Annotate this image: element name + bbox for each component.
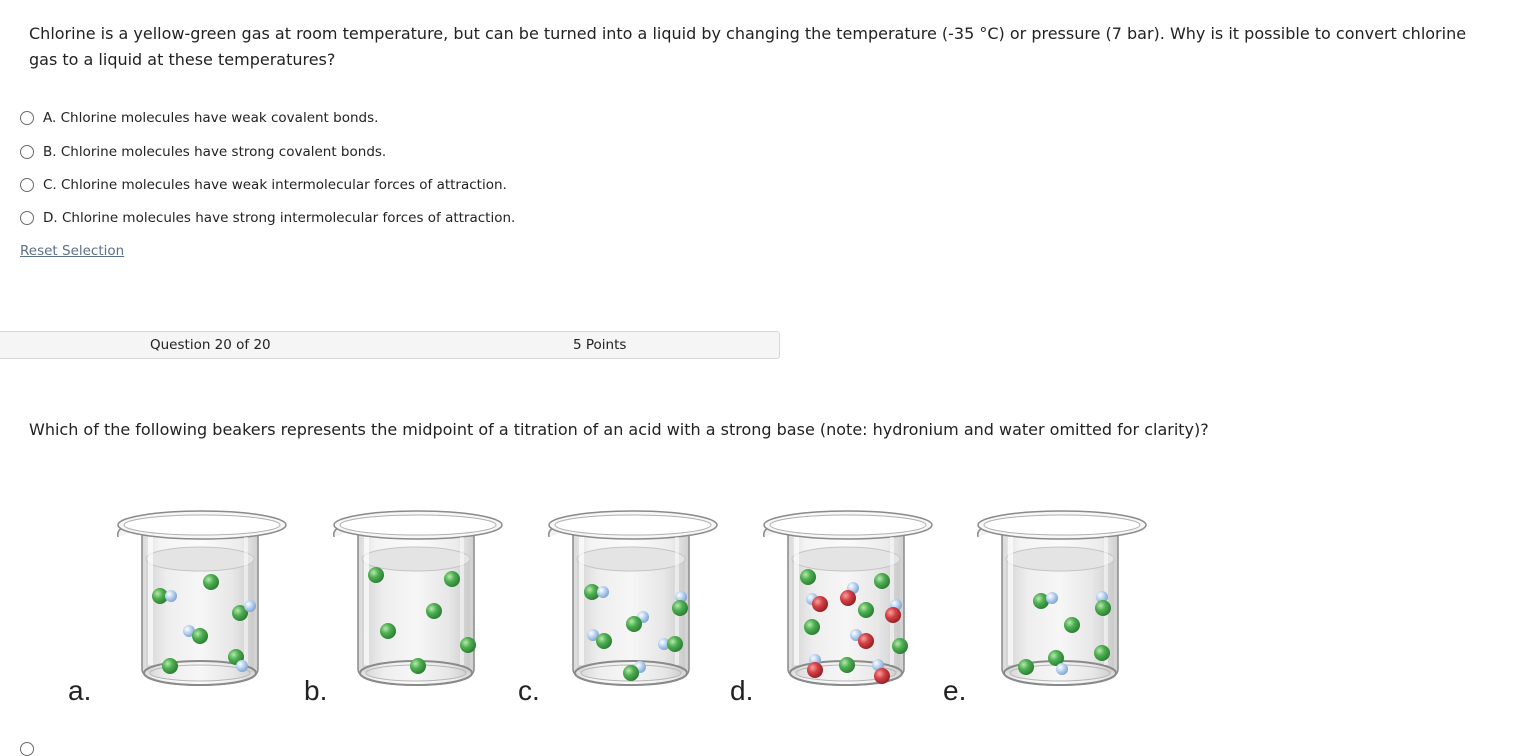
option-d-label: D. Chlorine molecules have strong intermolecular forces of attraction. [43,210,516,226]
beaker-d [764,511,932,685]
radio-button-partial[interactable] [20,742,34,756]
beaker-label-d: d. [730,675,754,706]
option-c-label: C. Chlorine molecules have weak intermolecular forces of attraction. [43,177,507,193]
beaker-label-a: a. [68,675,92,706]
beaker-label-e: e. [943,675,967,706]
question-20-text: Which of the following beakers represents the midpoint of a titration of an acid with a strong base (note: hydronium and water omitted for clarity)? [29,420,1209,439]
option-b-label: B. Chlorine molecules have strong covalent bonds. [43,144,387,160]
beaker-b [334,511,502,685]
option-a-label: A. Chlorine molecules have weak covalent bonds. [43,110,379,126]
beaker-label-b: b. [304,675,328,706]
beaker-label-c: c. [518,675,540,706]
reset-selection-link[interactable]: Reset Selection [20,243,125,259]
beaker-e [978,511,1146,685]
question-number: Question 20 of 20 [150,337,271,353]
question-19-text: Chlorine is a yellow-green gas at room temperature, but can be turned into a liquid by changing the temperature (-35 °C) or pressure (7 bar). Why is it possible to convert chlorine gas to a liquid at these temperatures? [29,24,1467,69]
beaker-c [549,511,717,685]
beaker-a [118,511,286,685]
question-points: 5 Points [573,337,627,353]
